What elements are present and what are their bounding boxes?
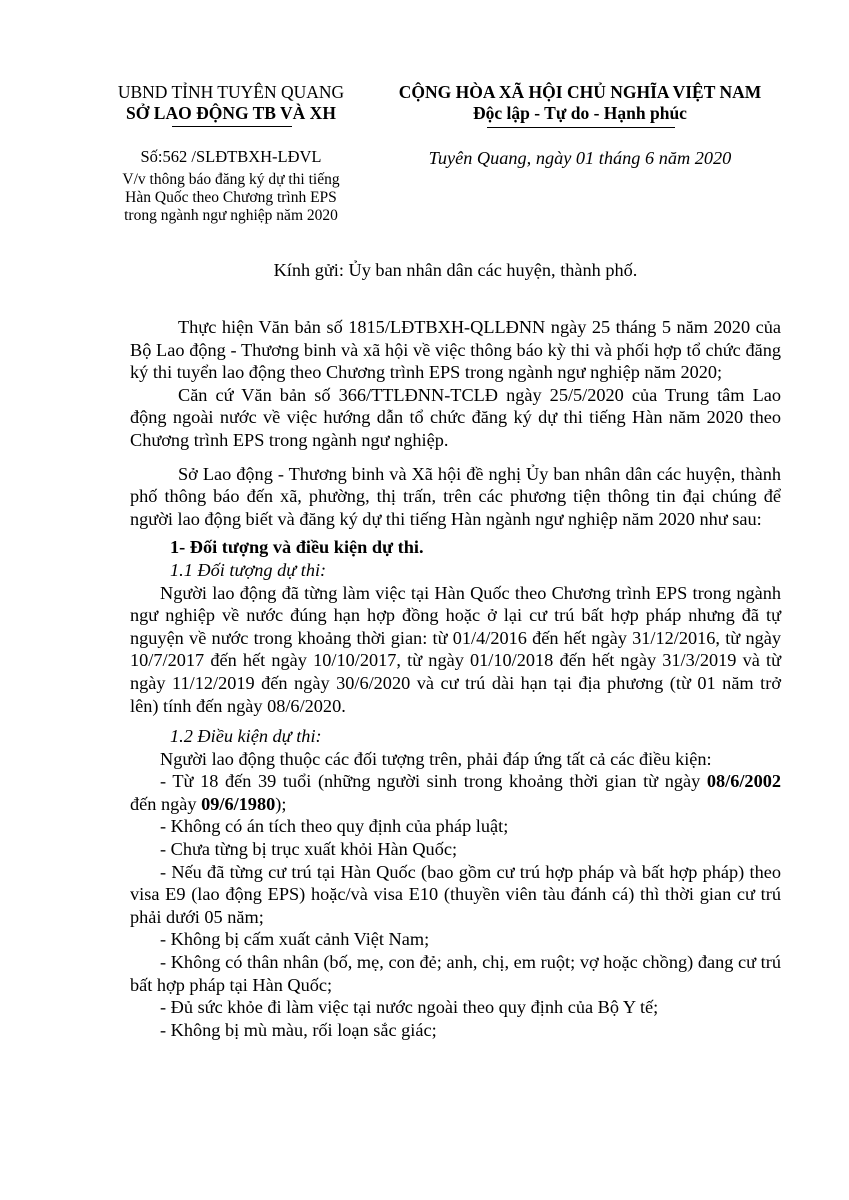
paragraph-3: Sở Lao động - Thương binh và Xã hội đề nghị Ủy ban nhân dân các huyện, thành phố thông báo đến xã, phường, thị trấn, trên các phương tiện thông tin đại chúng để người lao động biết và đăng ký dự thi tiếng Hàn ngành ngư nghiệp năm 2020 như sau: <box>130 463 781 529</box>
paragraph-2: Căn cứ Văn bản số 366/TTLĐNN-TCLĐ ngày 25/5/2020 của Trung tâm Lao động ngoài nước về việc hướng dẫn tổ chức đăng ký dự thi tiếng Hàn năm 2020 theo Chương trình EPS trong ngành ngư nghiệp. <box>130 384 781 450</box>
document-body <box>130 316 781 1041</box>
section-1-2-heading: 1.2 Điều kiện dự thi: <box>170 726 322 747</box>
section-1-1-heading: 1.1 Đối tượng dự thi: <box>170 559 327 580</box>
age-prefix: - Từ 18 đến 39 tuổi (những người sinh trong khoảng thời gian từ ngày <box>160 771 707 792</box>
nation-title: CỘNG HÒA XÃ HỘI CHỦ NGHĨA VIỆT NAM <box>398 82 762 102</box>
condition-item: - Không bị mù màu, rối loạn sắc giác; <box>160 1019 437 1040</box>
condition-age <box>130 770 781 815</box>
subject-line3: trong ngành ngư nghiệp năm 2020 <box>124 207 338 224</box>
age-date-from: 08/6/2002 <box>706 771 781 792</box>
org-name-line1: UBND TỈNH TUYÊN QUANG <box>117 82 345 102</box>
age-date-to: 09/6/1980 <box>201 793 276 814</box>
document-number: Số:562 /SLĐTBXH-LĐVL <box>140 147 322 166</box>
place-date: Tuyên Quang, ngày 01 tháng 6 năm 2020 <box>428 148 732 168</box>
section-1-1-text: Người lao động đã từng làm việc tại Hàn Quốc theo Chương trình EPS trong ngành ngư nghiệp về nước đúng hạn hợp đồng hoặc ở lại cư trú bất hợp pháp nhưng đã tự nguyện về nước trong khoảng thời gian: từ 01/4/2016 đến hết ngày 31/12/2016, từ ngày 10/7/2017 đến hết ngày 10/10/2017, từ ngày 01/10/2018 đến hết ngày 31/3/2019 và từ ngày 11/12/2019 đến ngày 30/6/2020 và cư trú dài hạn tại địa phương (từ 01 năm trở lên) tính đến ngày 08/6/2020. <box>130 582 781 716</box>
condition-item: - Không bị cấm xuất cảnh Việt Nam; <box>160 929 430 950</box>
org-name-line2: SỞ LAO ĐỘNG TB VÀ XH <box>126 103 336 123</box>
condition-item: - Chưa từng bị trục xuất khỏi Hàn Quốc; <box>160 839 458 860</box>
condition-item: - Nếu đã từng cư trú tại Hàn Quốc (bao gồm cư trú hợp pháp và bất hợp pháp) theo visa E9 (lao động EPS) hoặc/và visa E10 (thuyền viên tàu đánh cá) thì thời gian cư trú phải dưới 05 năm; <box>130 861 781 927</box>
subject-line2: Hàn Quốc theo Chương trình EPS <box>125 189 337 206</box>
motto-underline <box>487 127 675 128</box>
subject-line1: V/v thông báo đăng ký dự thi tiếng <box>122 171 340 188</box>
condition-item: - Không có án tích theo quy định của pháp luật; <box>160 816 509 837</box>
age-suffix: ); <box>275 793 287 814</box>
condition-item: - Đủ sức khỏe đi làm việc tại nước ngoài theo quy định của Bộ Y tế; <box>160 997 659 1018</box>
section-1-heading: 1- Đối tượng và điều kiện dự thi. <box>170 537 424 558</box>
section-1-2-intro: Người lao động thuộc các đối tượng trên, phải đáp ứng tất cả các điều kiện: <box>160 748 712 769</box>
paragraph-1: Thực hiện Văn bản số 1815/LĐTBXH-QLLĐNN ngày 25 tháng 5 năm 2020 của Bộ Lao động - Thương binh và xã hội về việc thông báo kỳ thi và phối hợp tổ chức đăng ký thi tuyển lao động theo Chương trình EPS trong ngành ngư nghiệp năm 2020; <box>130 317 781 383</box>
recipient: Kính gửi: Ủy ban nhân dân các huyện, thành phố. <box>273 260 638 280</box>
org-underline <box>172 126 292 127</box>
condition-item: - Không có thân nhân (bố, mẹ, con đẻ; anh, chị, em ruột; vợ hoặc chồng) đang cư trú bất hợp pháp tại Hàn Quốc; <box>130 952 781 995</box>
age-mid: đến ngày <box>130 793 202 814</box>
nation-motto: Độc lập - Tự do - Hạnh phúc <box>473 103 687 123</box>
